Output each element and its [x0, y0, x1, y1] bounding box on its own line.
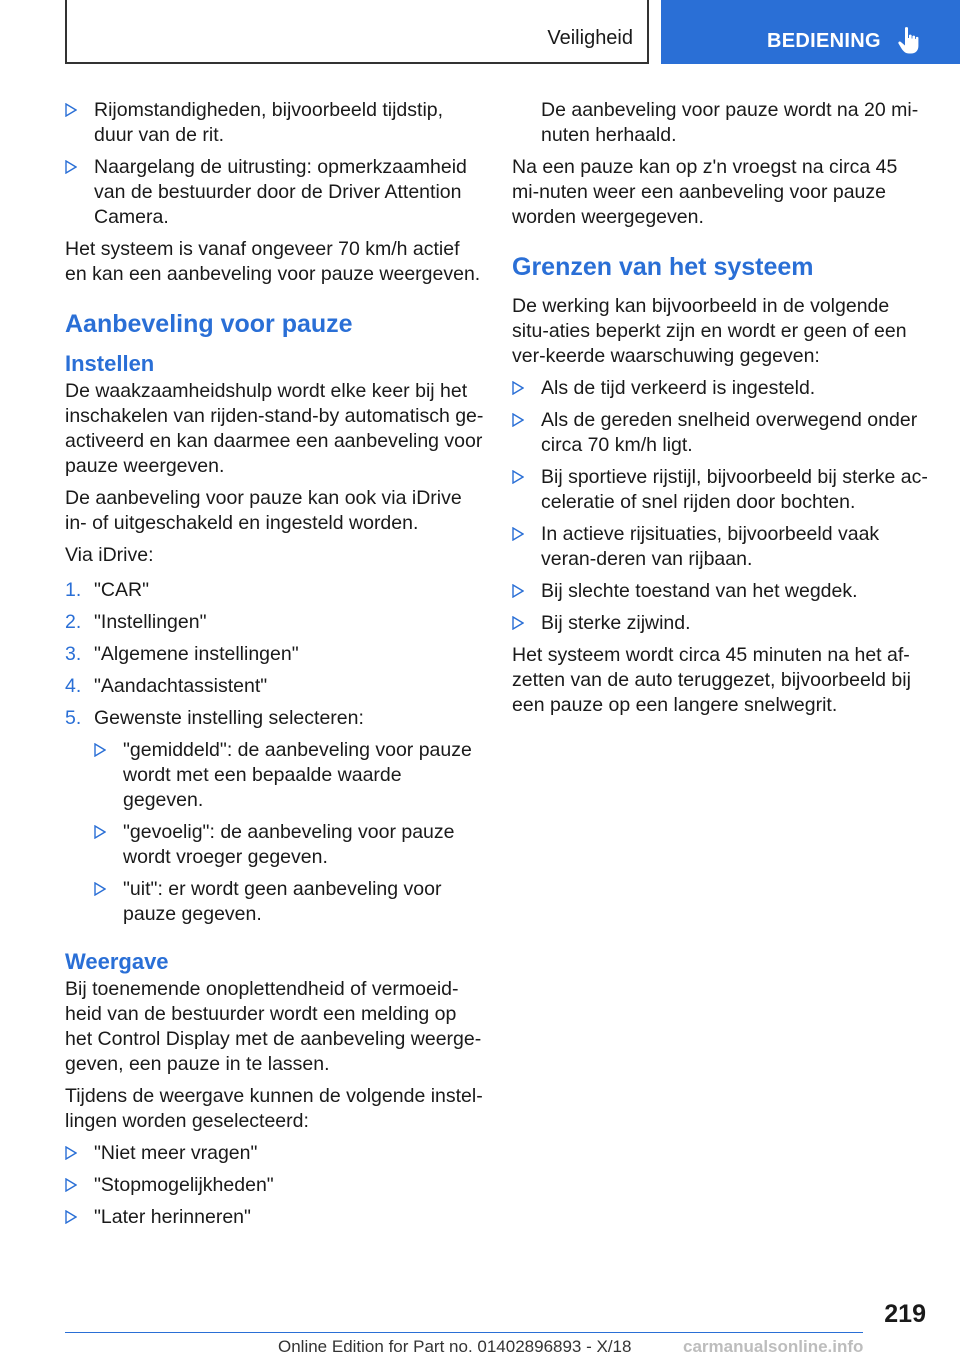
triangle-bullet-icon: [65, 160, 77, 174]
list-item: Rijomstandigheden, bijvoorbeeld tijdstip, duur van de rit.: [65, 98, 485, 148]
step-item: 3. "Algemene instellingen": [65, 643, 299, 665]
list-item: "gevoelig": de aanbeveling voor pauze wordt vroeger gegeven.: [94, 820, 485, 870]
list-item: "Stopmogelijkheden": [65, 1173, 485, 1198]
triangle-bullet-icon: [94, 825, 106, 839]
header-section-box: [65, 0, 649, 64]
step-item: 5. Gewenste instelling selecteren: "gemiddeld": de aanbeveling voor pauze wordt met een bepaalde waarde gegeven. "gevoelig": de aanbeveling voor pauze wordt vroeger gegeven. "uit": er wordt geen aanbeveling voor pauze gegeven.: [65, 706, 485, 927]
header-chapter-label: BEDIENING: [767, 30, 881, 52]
list-item: Als de gereden snelheid overwegend onder circa 70 km/h ligt.: [512, 408, 928, 458]
step-item: 2. "Instellingen": [65, 611, 207, 633]
left-column: [65, 98, 485, 1237]
sensitivity-options-list: [94, 738, 485, 927]
paragraph-speed: Het systeem is vanaf ongeveer 70 km/h actief en kan een aanbeveling voor pauze weergeven.: [65, 238, 481, 285]
pointing-hand-icon: [897, 26, 921, 54]
list-item: Bij slechte toestand van het wegdek.: [512, 579, 928, 604]
triangle-bullet-icon: [512, 584, 524, 598]
header-chapter-tab[interactable]: [661, 0, 960, 64]
paragraph-display-1: Bij toenemende onoplettendheid of vermoeid-heid van de bestuurder wordt een melding op het Control Display met de aanbeveling weerge-geven, een pauze in te lassen.: [65, 978, 482, 1075]
list-item: "uit": er wordt geen aanbeveling voor pauze gegeven.: [94, 877, 485, 927]
paragraph-display-2: Tijdens de weergave kunnen de volgende instel-lingen worden geselecteerd:: [65, 1085, 483, 1132]
limits-list: [512, 376, 928, 636]
list-item: Bij sterke zijwind.: [512, 611, 928, 636]
list-item: Bij sportieve rijstijl, bijvoorbeeld bij sterke ac-celeratie of snel rijden door bochten.: [512, 465, 928, 515]
paragraph-via-idrive: Via iDrive:: [65, 544, 154, 566]
step-item: 1. "CAR": [65, 579, 150, 601]
header-section-title: Veiligheid: [547, 27, 633, 49]
heading-settings: Instellen: [65, 351, 155, 376]
triangle-bullet-icon: [512, 527, 524, 541]
conditions-list: [65, 98, 485, 230]
idrive-steps-list: [65, 578, 485, 927]
triangle-bullet-icon: [65, 1210, 77, 1224]
step-item: 4. "Aandachtassistent": [65, 675, 268, 697]
paragraph-settings-2: De aanbeveling voor pauze kan ook via iDrive in- of uitgeschakeld en ingesteld worden.: [65, 487, 462, 534]
footer-watermark: carmanualsonline.info: [683, 1337, 864, 1356]
triangle-bullet-icon: [512, 381, 524, 395]
paragraph-continuation: De aanbeveling voor pauze wordt na 20 mi-nuten herhaald.: [541, 99, 919, 146]
heading-display: Weergave: [65, 949, 169, 974]
display-options-list: [65, 1141, 485, 1230]
triangle-bullet-icon: [65, 1146, 77, 1160]
triangle-bullet-icon: [512, 470, 524, 484]
paragraph-settings-1: De waakzaamheidshulp wordt elke keer bij het inschakelen van rijden-stand-by automatisch ge-activeerd en kan daarmee een aanbeveling voor pauze weergeven.: [65, 380, 484, 477]
right-column: [512, 98, 928, 725]
list-item: Als de tijd verkeerd is ingesteld.: [512, 376, 928, 401]
triangle-bullet-icon: [65, 103, 77, 117]
triangle-bullet-icon: [94, 882, 106, 896]
triangle-bullet-icon: [94, 743, 106, 757]
triangle-bullet-icon: [65, 1178, 77, 1192]
triangle-bullet-icon: [512, 616, 524, 630]
list-item: "Later herinneren": [65, 1205, 485, 1230]
heading-system-limits: Grenzen van het systeem: [512, 253, 814, 281]
paragraph-reset: Het systeem wordt circa 45 minuten na het af-zetten van de auto teruggezet, bijvoorbeeld bij een pauze op een langere snelwegrit.: [512, 644, 911, 716]
footer-divider: [65, 1332, 863, 1333]
list-item: "Niet meer vragen": [65, 1141, 485, 1166]
triangle-bullet-icon: [512, 413, 524, 427]
list-item: In actieve rijsituaties, bijvoorbeeld vaak veran-deren van rijbaan.: [512, 522, 928, 572]
page-number: 219: [884, 1300, 926, 1328]
heading-pause-recommendation: Aanbeveling voor pauze: [65, 310, 353, 338]
paragraph-limits: De werking kan bijvoorbeeld in de volgende situ-aties beperkt zijn en wordt er geen of een ver-keerde waarschuwing gegeven:: [512, 295, 907, 367]
list-item: "gemiddeld": de aanbeveling voor pauze wordt met een bepaalde waarde gegeven.: [94, 738, 485, 813]
footer-edition-text: Online Edition for Part no. 01402896893 - X/18: [278, 1337, 632, 1356]
list-item: Naargelang de uitrusting: opmerkzaamheid van de bestuurder door de Driver Attention Camera.: [65, 155, 485, 230]
paragraph-after-pause: Na een pauze kan op z'n vroegst na circa 45 mi-nuten weer een aanbeveling voor pauze worden weergegeven.: [512, 156, 898, 228]
